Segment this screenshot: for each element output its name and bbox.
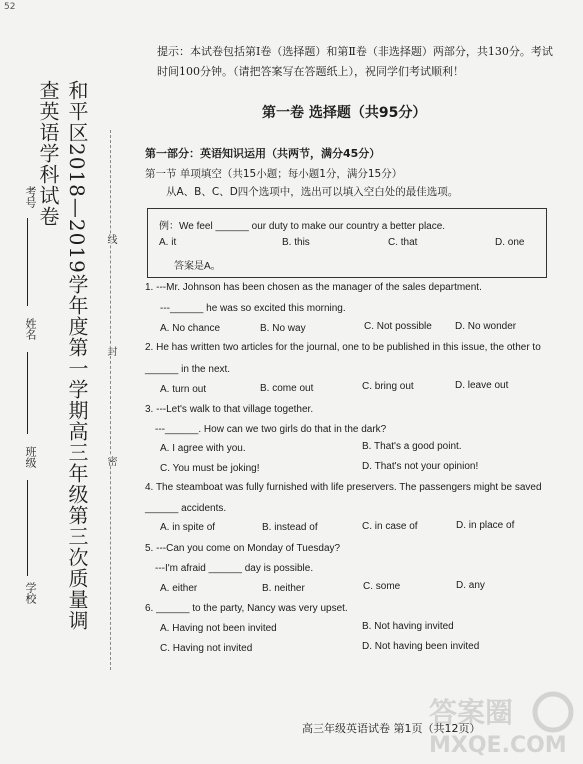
section-title: 第一卷 选择题（共95分） [262,105,427,121]
question-6-option-d: D. Not having been invited [362,641,480,652]
example-option: C. that [388,237,418,248]
example-stem: 例：We feel ______ our duty to make our country a better place. [159,221,446,232]
question-6-stem: 6. ______ to the party, Nancy was very upset. [145,603,348,614]
question-4-option-d: D. in place of [456,520,515,531]
question-3-option-a: A. I agree with you. [160,443,246,454]
seal-char: 密 [105,456,116,466]
question-5-option-c: C. some [363,581,401,592]
instruction: 从A、B、C、D四个选项中，选出可以填入空白处的最佳选项。 [166,186,459,198]
question-4-option-a: A. in spite of [160,522,216,533]
question-1-option-d: D. No wonder [455,321,517,332]
question-6-option-c: C. Having not invited [160,643,253,654]
question-2-option-a: A. turn out [160,384,207,395]
question-4-stem: 4. The steamboat was fully furnished with life preservers. The passengers might be saved [145,482,542,493]
side-label-school: 学校 [24,582,37,604]
example-box [147,208,547,278]
fill-line [27,480,28,576]
corner-mark: 52 [4,2,16,12]
question-1-stem: 1. ---Mr. Johnson has been chosen as the manager of the sales department. [145,282,482,293]
question-4-option-b: B. instead of [262,522,318,533]
question-2-option-b: B. come out [260,383,314,394]
question-4-option-c: C. in case of [362,521,418,532]
question-5-option-d: D. any [456,580,485,591]
question-5-option-b: B. neither [262,583,305,594]
watermark-text: MXQE.COM [429,733,567,758]
question-6-option-a: A. Having not been invited [160,623,277,634]
question-3-option-d: D. That's not your opinion! [362,461,479,472]
question-1-option-a: A. No chance [160,323,221,334]
exam-notice [157,42,557,82]
question-6-option-b: B. Not having invited [362,621,454,632]
seal-dashed-line [110,130,111,670]
watermark-logo [425,688,575,758]
notice-line: 时间100分钟。（请把答案写在答题纸上），祝同学们考试顺利！ [157,65,464,78]
question-5-stem: 5. ---Can you come on Monday of Tuesday? [145,543,341,554]
part-title: 第一部分：英语知识运用（共两节，满分45分） [145,147,381,160]
example-option: B. this [282,237,310,248]
watermark-text: 答案圈 [429,696,514,729]
question-1-option-c: C. Not possible [364,321,432,332]
question-3-stem: ---______. How can we two girls do that in the dark? [155,424,387,435]
fill-line [27,218,28,306]
fill-line [27,352,28,434]
example-answer: 答案是A。 [174,261,221,272]
side-label-exam-number: 考号 [24,186,37,208]
question-2-stem: ______ in the next. [145,364,231,375]
question-2-option-d: D. leave out [455,380,509,391]
notice-line: 提示：本试卷包括第Ⅰ卷（选择题）和第Ⅱ卷（非选择题）两部分，共130分。考试 [157,45,553,58]
seal-char: 线 [105,234,116,244]
sub-title: 第一节 单项填空（共15小题；每小题1分，满分15分） [145,168,403,180]
question-2-stem: 2. He has written two articles for the journal, one to be published in this issue, the other to [145,342,541,353]
question-4-stem: ______ accidents. [145,503,227,514]
side-label-name: 姓名 [24,318,37,340]
seal-char: 封 [105,346,116,356]
question-1-option-b: B. No way [260,323,306,334]
question-1-stem: ---______ he was so excited this morning. [160,303,346,314]
side-exam-title: 和平区2018—2019学年度第一学期高三年级第三次质量调查英语学科试卷 [36,80,89,631]
question-3-option-b: B. That's a good point. [362,441,462,452]
example-option: A. it [159,237,177,248]
question-3-stem: 3. ---Let's walk to that village together. [145,404,314,415]
question-5-stem: ---I'm afraid ______ day is possible. [155,563,314,574]
page-footer: 高三年级英语试卷 第1页（共12页） [302,722,481,735]
side-label-class: 班级 [24,446,37,468]
question-3-option-c: C. You must be joking! [160,463,260,474]
example-option: D. one [495,237,525,248]
question-5-option-a: A. either [160,583,198,594]
question-2-option-c: C. bring out [362,381,414,392]
